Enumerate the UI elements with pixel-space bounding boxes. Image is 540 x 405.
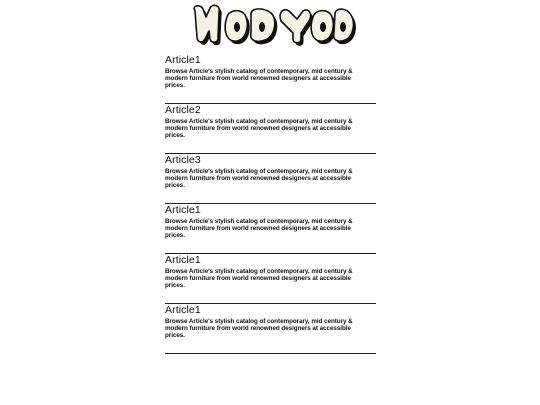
article-item[interactable] (165, 104, 376, 154)
article-item[interactable] (165, 204, 376, 254)
article-description: Browse Article's stylish catalog of contemporary, mid century & modern furniture from world renowned designers at accessible prices. (165, 218, 353, 240)
article-title[interactable]: Article1 (165, 304, 201, 316)
article-item[interactable] (165, 254, 376, 304)
article-title[interactable]: Article3 (165, 154, 201, 166)
bubble-graffiti-logo (185, 3, 357, 49)
article-list (165, 54, 376, 354)
article-title[interactable]: Article1 (165, 54, 201, 66)
article-description: Browse Article's stylish catalog of contemporary, mid century & modern furniture from world renowned designers at accessible prices. (165, 118, 353, 140)
article-item[interactable] (165, 154, 376, 204)
site-logo[interactable] (185, 3, 357, 49)
article-description: Browse Article's stylish catalog of contemporary, mid century & modern furniture from world renowned designers at accessible prices. (165, 268, 353, 290)
article-description: Browse Article's stylish catalog of contemporary, mid century & modern furniture from world renowned designers at accessible prices. (165, 318, 353, 340)
article-item[interactable] (165, 304, 376, 354)
article-title[interactable]: Article2 (165, 104, 201, 116)
article-title[interactable]: Article1 (165, 254, 201, 266)
article-item[interactable] (165, 54, 376, 104)
article-description: Browse Article's stylish catalog of contemporary, mid century & modern furniture from world renowned designers at accessible prices. (165, 68, 353, 90)
article-description: Browse Article's stylish catalog of contemporary, mid century & modern furniture from world renowned designers at accessible prices. (165, 168, 353, 190)
article-title[interactable]: Article1 (165, 204, 201, 216)
